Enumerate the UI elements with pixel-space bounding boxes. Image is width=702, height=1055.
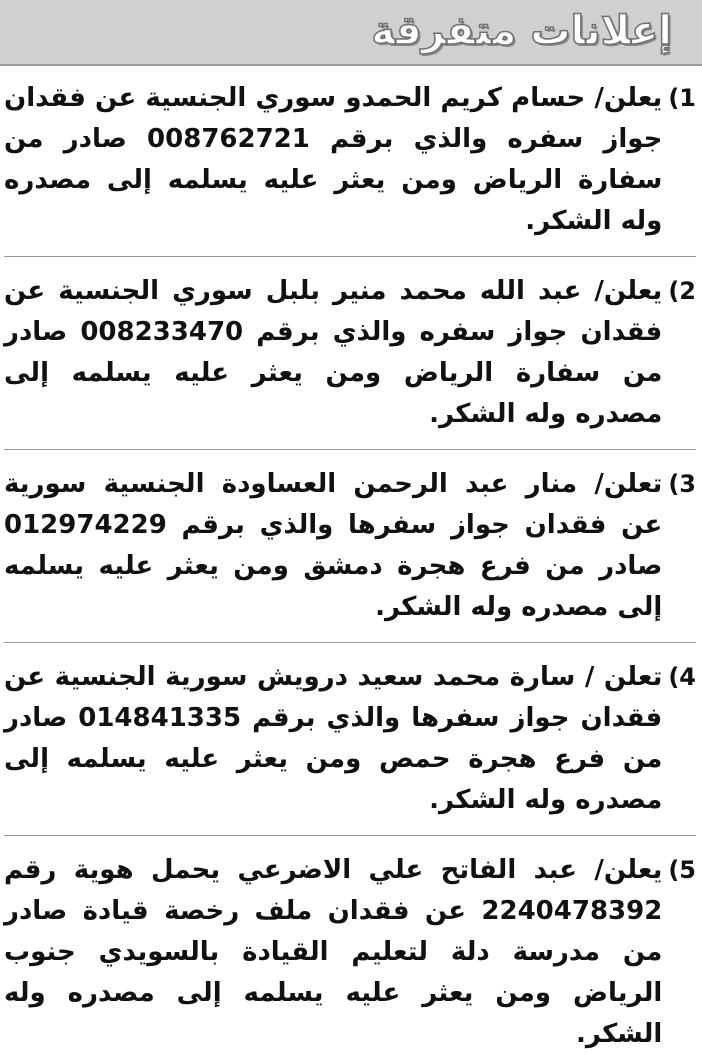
ad-text: تعلن / سارة محمد سعيد درويش سورية الجنسية عن فقدان جواز سفرها والذي برقم 014841335 صادر من فرع هجرة حمص ومن يعثر عليه يسلمه إلى مصدره وله الشكر. — [4, 662, 663, 815]
ad-item — [4, 464, 696, 643]
ad-number: 2) — [668, 277, 696, 305]
section-header — [0, 0, 702, 66]
ad-number: 3) — [668, 470, 696, 498]
ad-item — [4, 850, 696, 1055]
ad-text: تعلن/ منار عبد الرحمن العساودة الجنسية سورية عن فقدان جواز سفرها والذي برقم 012974229 صادر من فرع هجرة دمشق ومن يعثر عليه يسلمه إلى مصدره وله الشكر. — [4, 469, 663, 622]
ad-number: 5) — [668, 856, 696, 884]
ad-text: يعلن/ حسام كريم الحمدو سوري الجنسية عن فقدان جواز سفره والذي برقم 008762721 صادر من سفارة الرياض ومن يعثر عليه يسلمه إلى مصدره وله الشكر. — [4, 83, 663, 236]
ad-text: يعلن/ عبد الله محمد منير بلبل سوري الجنسية عن فقدان جواز سفره والذي برقم 008233470 صادر من سفارة الرياض ومن يعثر عليه يسلمه إلى مصدره وله الشكر. — [4, 276, 663, 429]
ad-number: 4) — [668, 663, 696, 691]
ad-text: يعلن/ عبد الفاتح علي الاضرعي يحمل هوية رقم 2240478392 عن فقدان ملف رخصة قيادة صادر من مدرسة دلة لتعليم القيادة بالسويدي جنوب الرياض ومن يعثر عليه يسلمه إلى مصدره وله الشكر. — [4, 855, 663, 1049]
ad-item — [4, 78, 696, 257]
ad-item — [4, 271, 696, 450]
ad-number: 1) — [668, 84, 696, 112]
ads-list — [4, 78, 696, 1055]
section-title: إعلانات متفرقة — [371, 8, 672, 54]
ad-item — [4, 657, 696, 836]
